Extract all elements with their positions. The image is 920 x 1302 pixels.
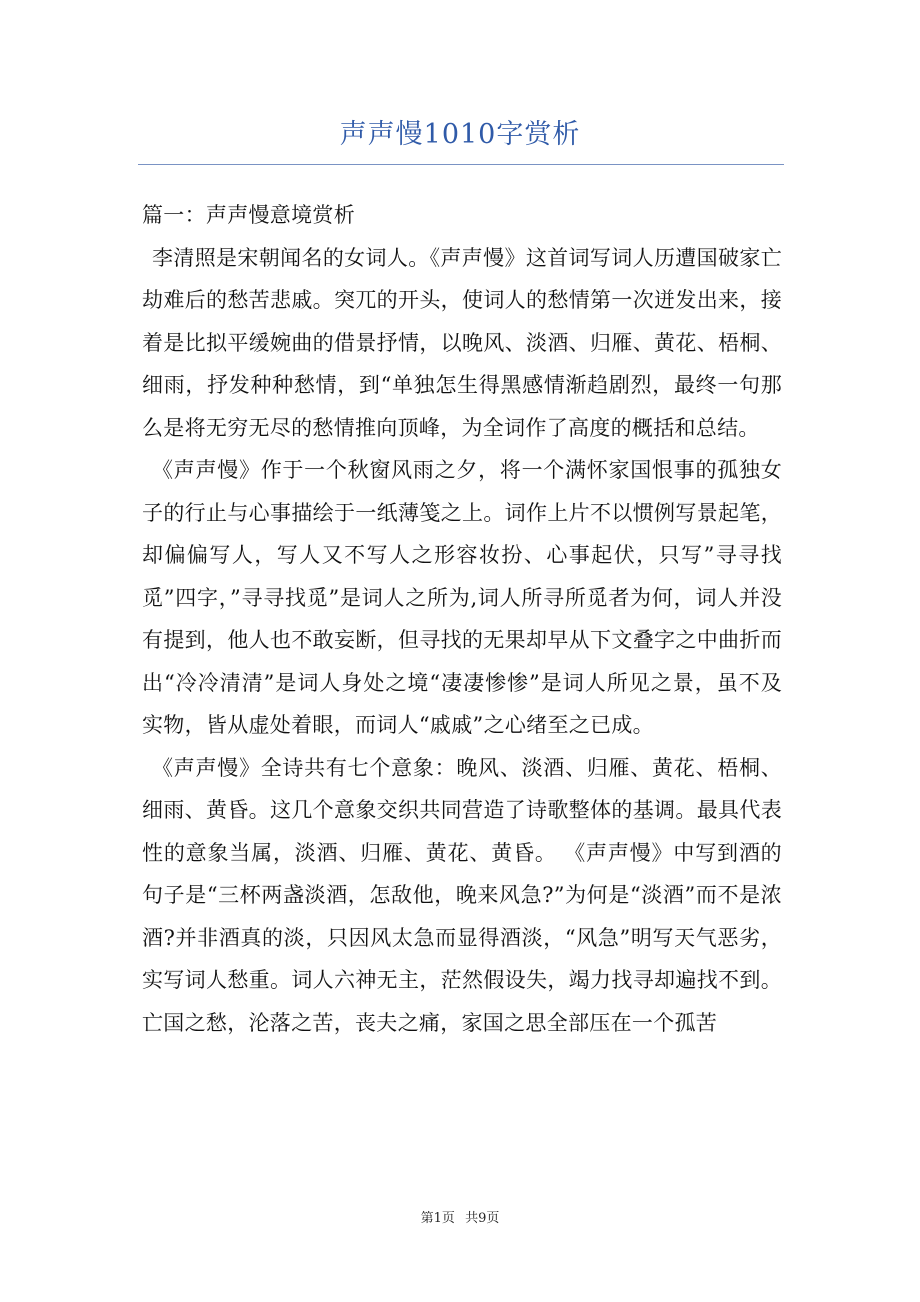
document-body [142,194,782,1044]
paragraph-1: 李清照是宋朝闻名的女词人。《声声慢》这首词写词人历遭国破家亡劫难后的愁苦悲戚。突兀的开头，使词人的愁情第一次迸发出来，接着是比拟平缓婉曲的借景抒情，以晚风、淡酒、归雁、黄花、梧桐、细雨，抒发种种愁情，到“单独怎生得黑感情渐趋剧烈，最终一句那么是将无穷无尽的愁情推向顶峰，为全词作了高度的概括和总结。 [142,245,782,440]
paragraph-3: 《声声慢》全诗共有七个意象：晚风、淡酒、归雁、黄花、梧桐、细雨、黄昏。这几个意象交织共同营造了诗歌整体的基调。最具代表性的意象当属，淡酒、归雁、黄花、黄昏。 《声声慢》中写到酒的句子是“三杯两盏淡酒，怎敌他，晚来风急?”为何是“淡酒”而不是浓酒?并非酒真的淡，只因风太急而显得酒淡，“风急”明写天气恶劣，实写词人愁重。词人六神无主，茫然假设失，竭力找寻却遍找不到。亡国之愁，沦落之苦，丧夫之痛，家国之思全部压在一个孤苦 [142,755,782,1035]
title-divider [138,164,784,165]
page-number: 第1页 [420,1211,455,1226]
section-heading: 篇一：声声慢意境赏析 [142,203,355,227]
document-title: 声声慢1010字赏析 [339,119,581,150]
page-total: 共9页 [465,1211,500,1226]
page-footer [0,1207,920,1226]
paragraph-2: 《声声慢》作于一个秋窗风雨之夕，将一个满怀家国恨事的孤独女子的行止与心事描绘于一纸薄笺之上。词作上片不以惯例写景起笔，却偏偏写人，写人又不写人之形容妆扮、心事起伏，只写”寻寻找觅”四字，”寻寻找觅”是词人之所为,词人所寻所觅者为何，词人并没有提到，他人也不敢妄断，但寻找的无果却早从下文叠字之中曲折而出“冷冷清清”是词人身处之境“凄凄惨惨”是词人所见之景，虽不及实物，皆从虚处着眼，而词人“戚戚”之心绪至之已成。 [142,458,782,737]
